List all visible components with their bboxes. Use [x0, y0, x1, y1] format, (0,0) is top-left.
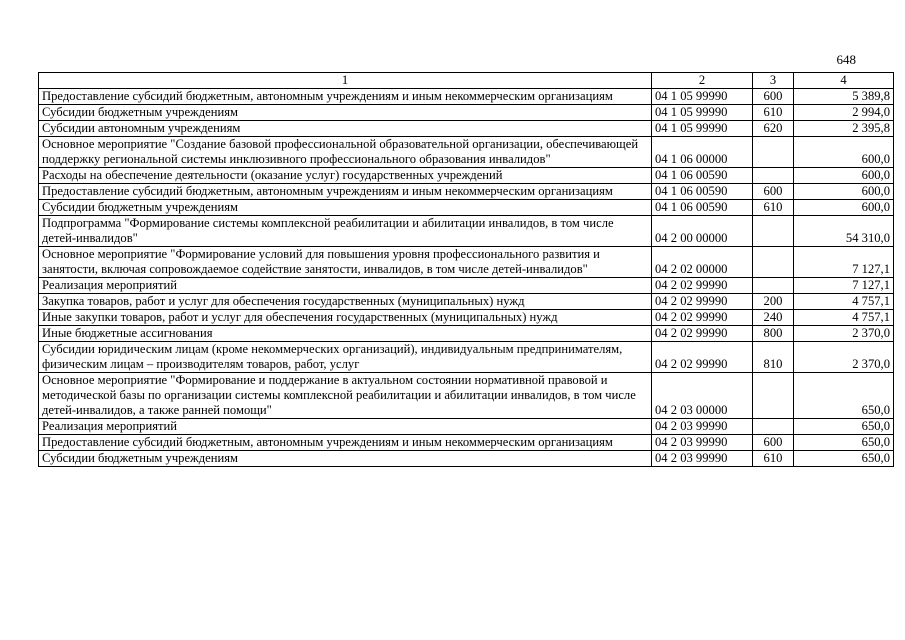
- row-type: 810: [753, 342, 794, 373]
- row-code: 04 2 03 99990: [652, 419, 753, 435]
- row-sum: 650,0: [794, 373, 894, 419]
- row-type: [753, 168, 794, 184]
- row-sum: 7 127,1: [794, 247, 894, 278]
- row-name: Реализация мероприятий: [39, 419, 652, 435]
- row-type: [753, 216, 794, 247]
- row-type: 240: [753, 310, 794, 326]
- row-name: Подпрограмма "Формирование системы комплексной реабилитации и абилитации инвалидов, в том числе детей-инвалидов": [39, 216, 652, 247]
- row-code: 04 2 02 99990: [652, 342, 753, 373]
- row-name: Субсидии бюджетным учреждениям: [39, 200, 652, 216]
- row-name: Субсидии юридическим лицам (кроме некоммерческих организаций), индивидуальным предпринимателям, физическим лицам – производителям товаров, работ, услуг: [39, 342, 652, 373]
- row-name: Основное мероприятие "Создание базовой профессиональной образовательной организации, обеспечивающей поддержку региональной системы инклюзивного профессионального образования инвалидов": [39, 137, 652, 168]
- row-type: 200: [753, 294, 794, 310]
- row-type: [753, 419, 794, 435]
- row-type: 600: [753, 89, 794, 105]
- row-sum: 600,0: [794, 184, 894, 200]
- row-name: Предоставление субсидий бюджетным, автономным учреждениям и иным некоммерческим организациям: [39, 435, 652, 451]
- column-header-4: 4: [794, 73, 894, 89]
- row-sum: 650,0: [794, 451, 894, 467]
- table-row: [39, 121, 894, 137]
- row-code: 04 1 05 99990: [652, 89, 753, 105]
- row-name: Основное мероприятие "Формирование и поддержание в актуальном состоянии нормативной правовой и методической базы по организации системы комплексной реабилитации и абилитации инвалидов, в том числе детей-инвалидов, а также ранней помощи": [39, 373, 652, 419]
- table-row: [39, 216, 894, 247]
- row-code: 04 1 05 99990: [652, 105, 753, 121]
- table-row: [39, 419, 894, 435]
- row-name: Расходы на обеспечение деятельности (оказание услуг) государственных учреждений: [39, 168, 652, 184]
- row-code: 04 2 00 00000: [652, 216, 753, 247]
- row-name: Закупка товаров, работ и услуг для обеспечения государственных (муниципальных) нужд: [39, 294, 652, 310]
- row-type: 610: [753, 451, 794, 467]
- table-row: [39, 247, 894, 278]
- table-row: [39, 278, 894, 294]
- row-sum: 2 994,0: [794, 105, 894, 121]
- row-code: 04 1 06 00000: [652, 137, 753, 168]
- row-type: 610: [753, 200, 794, 216]
- row-sum: 2 370,0: [794, 342, 894, 373]
- row-code: 04 2 02 00000: [652, 247, 753, 278]
- table-row: [39, 184, 894, 200]
- table-row: [39, 137, 894, 168]
- row-type: [753, 137, 794, 168]
- row-type: 600: [753, 435, 794, 451]
- row-code: 04 2 02 99990: [652, 310, 753, 326]
- row-sum: 600,0: [794, 200, 894, 216]
- budget-table: [38, 72, 894, 467]
- row-sum: 4 757,1: [794, 310, 894, 326]
- table-row: [39, 200, 894, 216]
- table-row: [39, 451, 894, 467]
- row-type: [753, 373, 794, 419]
- row-code: 04 2 03 00000: [652, 373, 753, 419]
- table-row: [39, 373, 894, 419]
- row-code: 04 1 05 99990: [652, 121, 753, 137]
- row-sum: 7 127,1: [794, 278, 894, 294]
- page-number: 648: [836, 52, 856, 67]
- row-name: Иные закупки товаров, работ и услуг для обеспечения государственных (муниципальных) нужд: [39, 310, 652, 326]
- row-sum: 600,0: [794, 168, 894, 184]
- row-code: 04 1 06 00590: [652, 184, 753, 200]
- table-row: [39, 294, 894, 310]
- table-row: [39, 342, 894, 373]
- row-code: 04 2 02 99990: [652, 278, 753, 294]
- column-header-2: 2: [652, 73, 753, 89]
- table-row: [39, 326, 894, 342]
- row-name: Субсидии автономным учреждениям: [39, 121, 652, 137]
- table-row: [39, 310, 894, 326]
- row-sum: 5 389,8: [794, 89, 894, 105]
- row-sum: 2 395,8: [794, 121, 894, 137]
- row-name: Субсидии бюджетным учреждениям: [39, 105, 652, 121]
- row-sum: 650,0: [794, 435, 894, 451]
- row-code: 04 1 06 00590: [652, 200, 753, 216]
- row-type: [753, 247, 794, 278]
- row-type: 610: [753, 105, 794, 121]
- row-type: [753, 278, 794, 294]
- row-name: Основное мероприятие "Формирование условий для повышения уровня профессионального развития и занятости, включая сопровождаемое содействие занятости, инвалидов, в том числе детей-инвалидов": [39, 247, 652, 278]
- row-name: Предоставление субсидий бюджетным, автономным учреждениям и иным некоммерческим организациям: [39, 184, 652, 200]
- row-name: Предоставление субсидий бюджетным, автономным учреждениям и иным некоммерческим организациям: [39, 89, 652, 105]
- row-code: 04 2 03 99990: [652, 451, 753, 467]
- table-row: [39, 435, 894, 451]
- row-type: 800: [753, 326, 794, 342]
- row-name: Реализация мероприятий: [39, 278, 652, 294]
- table-row: [39, 168, 894, 184]
- row-name: Субсидии бюджетным учреждениям: [39, 451, 652, 467]
- row-sum: 4 757,1: [794, 294, 894, 310]
- row-sum: 2 370,0: [794, 326, 894, 342]
- table-row: [39, 89, 894, 105]
- column-header-3: 3: [753, 73, 794, 89]
- row-sum: 650,0: [794, 419, 894, 435]
- row-code: 04 2 03 99990: [652, 435, 753, 451]
- row-sum: 54 310,0: [794, 216, 894, 247]
- row-code: 04 1 06 00590: [652, 168, 753, 184]
- table-header-row: [39, 73, 894, 89]
- row-type: 600: [753, 184, 794, 200]
- table-row: [39, 105, 894, 121]
- row-code: 04 2 02 99990: [652, 294, 753, 310]
- row-sum: 600,0: [794, 137, 894, 168]
- column-header-1: 1: [39, 73, 652, 89]
- row-code: 04 2 02 99990: [652, 326, 753, 342]
- row-type: 620: [753, 121, 794, 137]
- row-name: Иные бюджетные ассигнования: [39, 326, 652, 342]
